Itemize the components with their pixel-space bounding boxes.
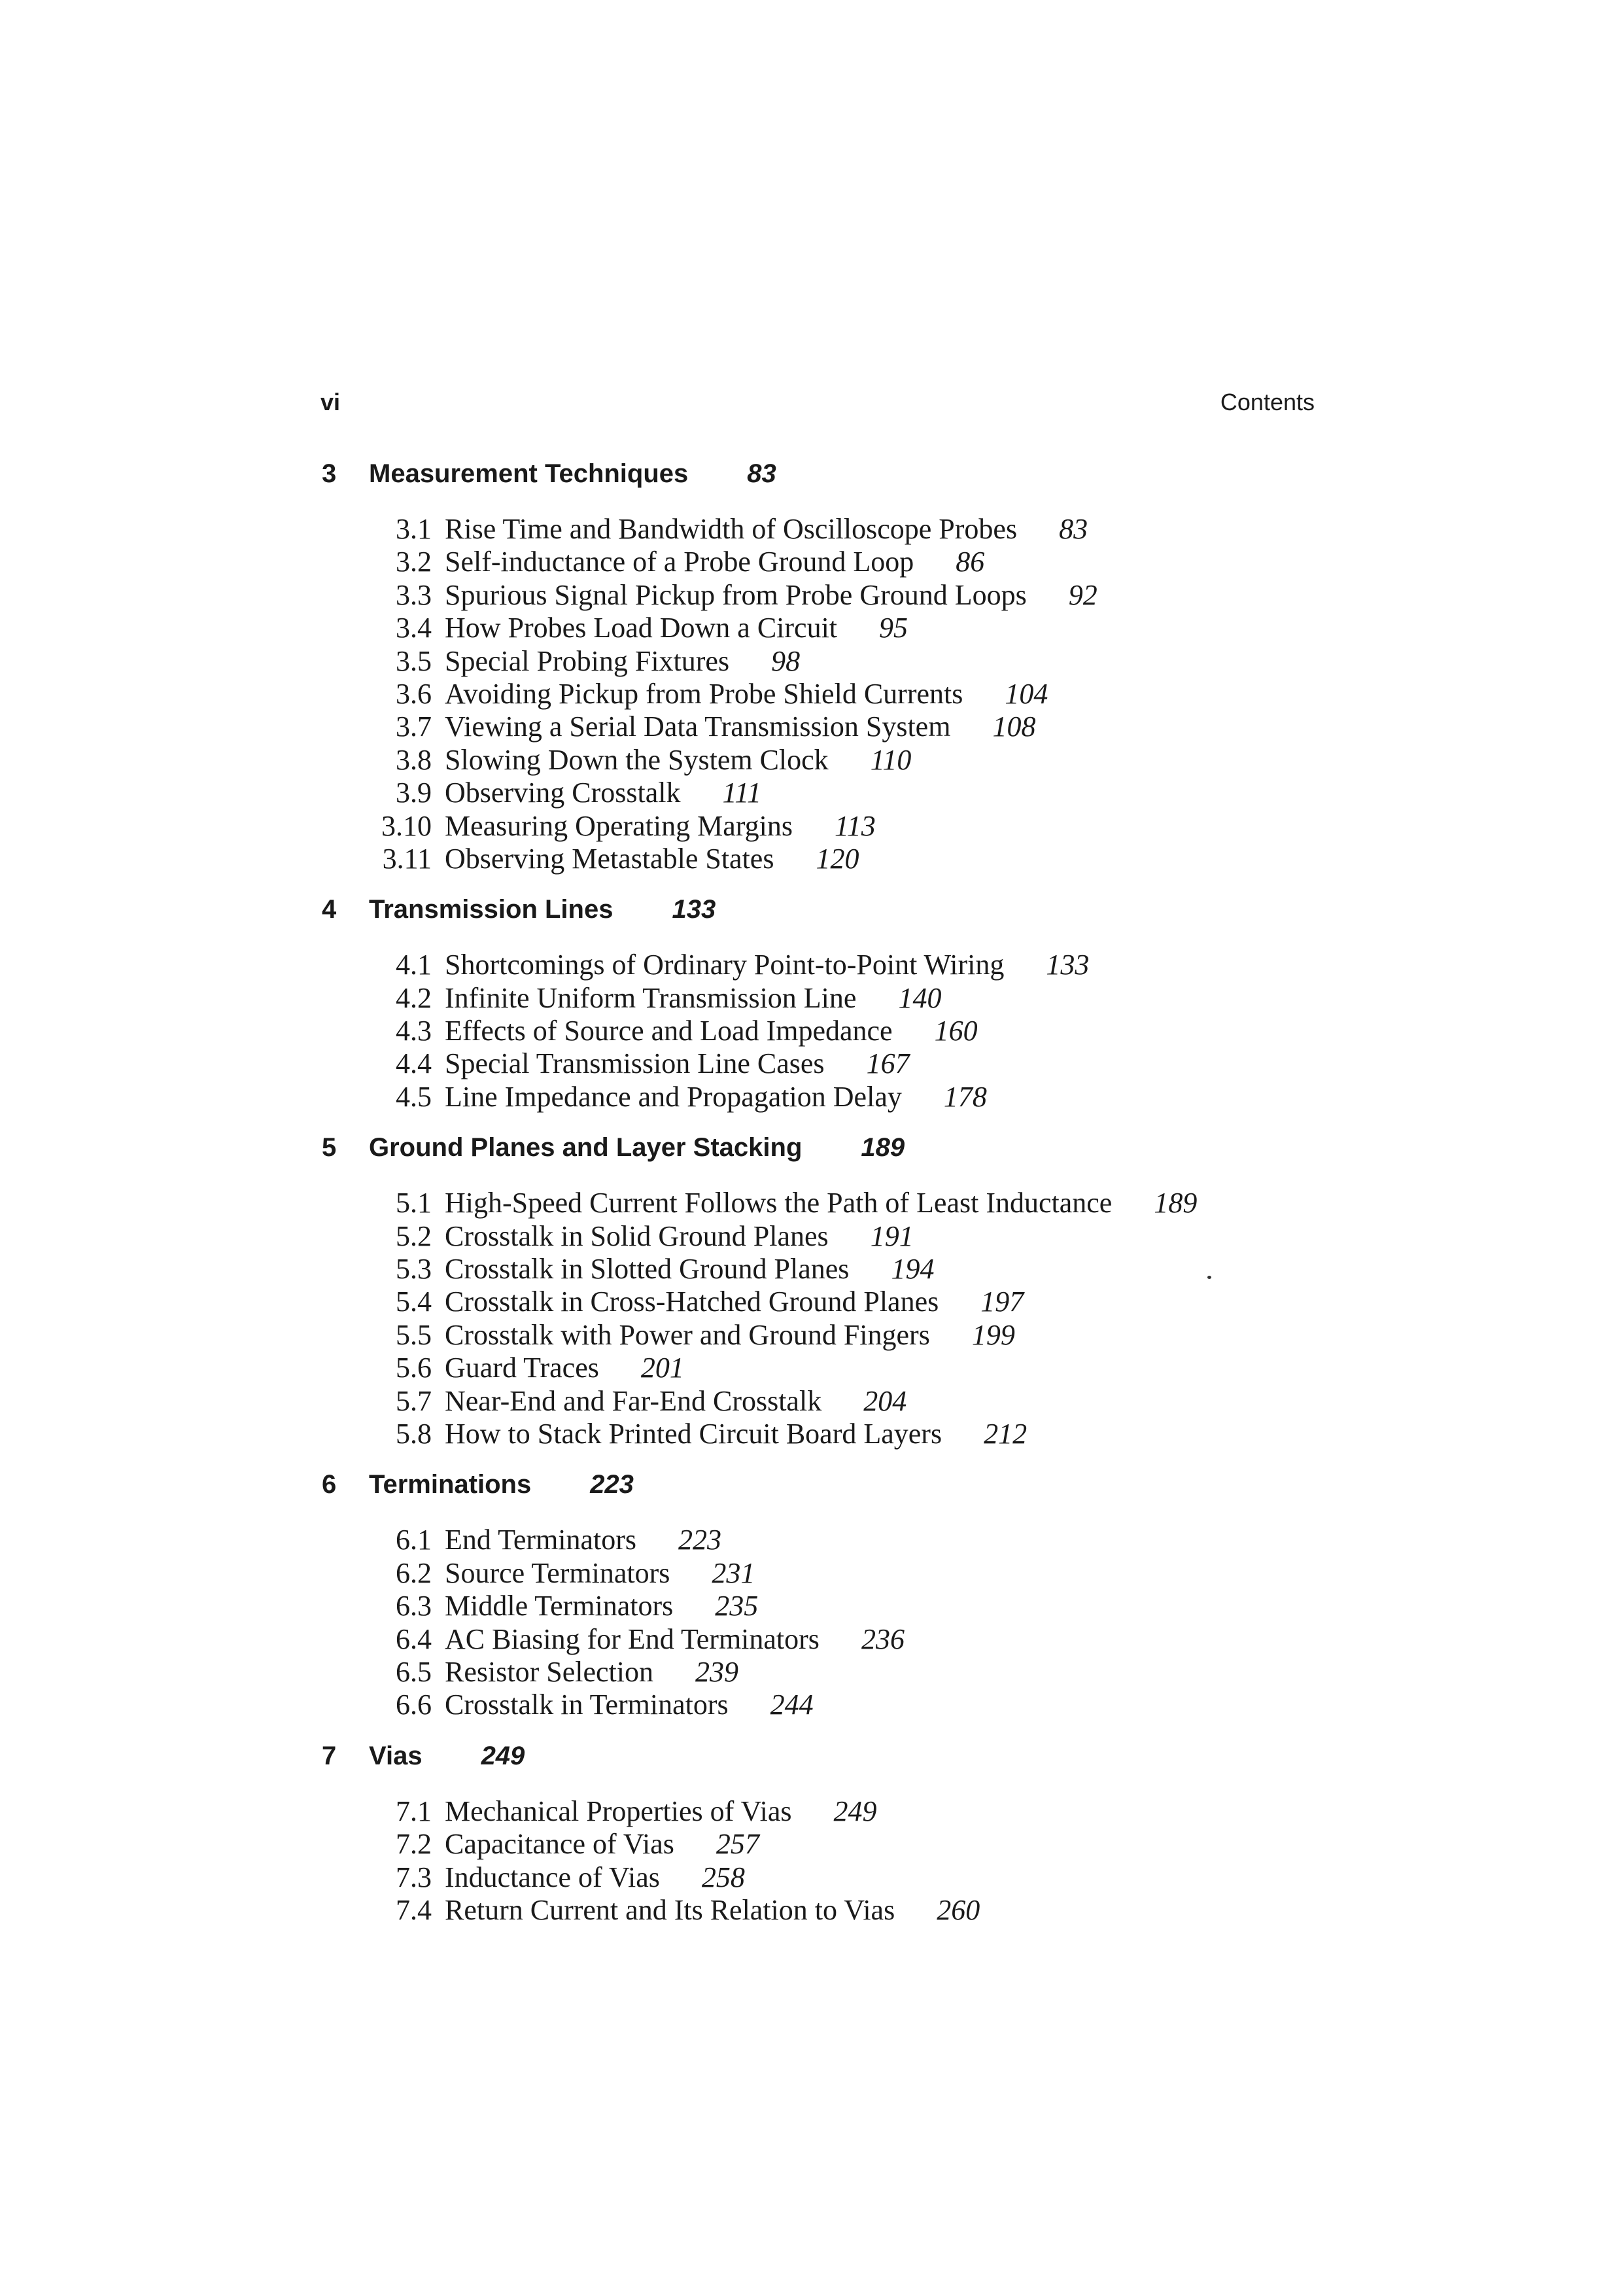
chapter-page-number: 249: [481, 1741, 525, 1770]
toc-entry: [314, 1828, 1334, 1861]
section-title: Rise Time and Bandwidth of Oscilloscope Probes: [445, 513, 1018, 545]
section-list: [314, 1524, 1334, 1721]
toc-entry: [314, 1081, 1334, 1113]
toc-entry: [314, 1656, 1334, 1689]
section-title: Inductance of Vias: [445, 1861, 660, 1893]
chapter-number: 6: [322, 1470, 337, 1499]
section-number: 3.3: [396, 578, 432, 611]
toc-entry: [314, 1894, 1334, 1927]
toc-entry: [314, 1418, 1334, 1450]
toc-entry: [314, 843, 1334, 875]
section-page-number: 191: [870, 1219, 914, 1252]
section-title: Spurious Signal Pickup from Probe Ground Loops: [445, 578, 1027, 611]
toc-chapter: [314, 895, 1334, 1113]
section-list: [314, 1795, 1334, 1927]
toc-entry: [314, 1015, 1334, 1047]
section-title: Self-inductance of a Probe Ground Loop: [445, 546, 914, 578]
section-number: 5.2: [396, 1219, 432, 1252]
toc-entry: [314, 1590, 1334, 1622]
table-of-contents: [314, 459, 1334, 1946]
section-title: Effects of Source and Load Impedance: [445, 1015, 893, 1047]
section-page-number: 108: [992, 710, 1036, 743]
toc-entry: [314, 810, 1334, 843]
chapter-title: Vias: [369, 1741, 423, 1770]
section-page-number: 160: [934, 1015, 978, 1047]
toc-entry: [314, 777, 1334, 809]
section-title: Special Transmission Line Cases: [445, 1047, 825, 1080]
toc-entry: [314, 1689, 1334, 1721]
section-title: Crosstalk in Slotted Ground Planes: [445, 1253, 850, 1286]
section-page-number: 83: [1059, 513, 1088, 545]
chapter-heading: [314, 1742, 1334, 1782]
section-title: Special Probing Fixtures: [445, 644, 730, 677]
section-page-number: 110: [870, 743, 912, 776]
section-title: Mechanical Properties of Vias: [445, 1795, 792, 1827]
section-title: Viewing a Serial Data Transmission System: [445, 710, 951, 743]
section-number: 7.1: [396, 1795, 432, 1827]
chapter-heading: [314, 1133, 1334, 1174]
section-number: 3.4: [396, 612, 432, 644]
section-page-number: 104: [1005, 677, 1048, 710]
section-page-number: 95: [879, 612, 908, 644]
section-title: Return Current and Its Relation to Vias: [445, 1893, 895, 1926]
running-head: [320, 389, 1315, 428]
section-page-number: 199: [971, 1318, 1015, 1351]
chapter-page-number: 83: [747, 459, 776, 488]
section-page-number: 194: [891, 1253, 935, 1286]
toc-entry: [314, 1319, 1334, 1352]
section-page-number: 201: [640, 1352, 684, 1384]
section-title: End Terminators: [445, 1524, 637, 1556]
section-number: 7.2: [396, 1828, 432, 1861]
section-number: 6.2: [396, 1556, 432, 1589]
toc-entry: [314, 678, 1334, 710]
section-title: Near-End and Far-End Crosstalk: [445, 1384, 822, 1417]
section-page-number: 86: [956, 546, 985, 578]
section-number: 3.10: [381, 809, 432, 842]
section-number: 5.1: [396, 1187, 432, 1219]
section-number: 3.7: [396, 710, 432, 743]
section-number: 7.3: [396, 1861, 432, 1893]
section-page-number: 189: [1154, 1187, 1198, 1219]
section-number: 3.5: [396, 644, 432, 677]
chapter-title: Ground Planes and Layer Stacking: [369, 1133, 803, 1163]
chapter-heading: [314, 459, 1334, 500]
section-number: 3.6: [396, 677, 432, 710]
toc-entry: [314, 1557, 1334, 1590]
section-number: 5.6: [396, 1352, 432, 1384]
section-number: 6.4: [396, 1622, 432, 1655]
toc-entry: [314, 579, 1334, 612]
section-number: 5.5: [396, 1318, 432, 1351]
section-number: 3.9: [396, 777, 432, 809]
section-number: 4.2: [396, 981, 432, 1014]
section-title: Resistor Selection: [445, 1655, 653, 1688]
section-page-number: 231: [712, 1556, 755, 1589]
chapter-page-number: 189: [861, 1133, 905, 1163]
chapter-heading: [314, 1470, 1334, 1511]
section-page-number: 249: [833, 1795, 877, 1827]
toc-entry: [314, 1286, 1334, 1318]
section-title: AC Biasing for End Terminators: [445, 1622, 820, 1655]
toc-chapter: [314, 1470, 1334, 1721]
section-number: 4.1: [396, 949, 432, 981]
section-number: 4.4: [396, 1047, 432, 1080]
section-page-number: 133: [1046, 949, 1090, 981]
section-title: Source Terminators: [445, 1556, 670, 1589]
chapter-number: 7: [322, 1741, 337, 1770]
section-number: 4.3: [396, 1015, 432, 1047]
section-page-number: 235: [715, 1590, 759, 1622]
chapter-heading: [314, 895, 1334, 936]
section-page-number: 257: [716, 1828, 759, 1861]
toc-entry: [314, 982, 1334, 1015]
toc-entry: [314, 1352, 1334, 1384]
toc-chapter: [314, 1133, 1334, 1450]
chapter-page-number: 133: [672, 895, 716, 924]
section-title: Crosstalk with Power and Ground Fingers: [445, 1318, 930, 1351]
chapter-number: 5: [322, 1133, 337, 1163]
toc-entry: [314, 513, 1334, 546]
stray-ink-mark: [1207, 1276, 1211, 1279]
toc-entry: [314, 1187, 1334, 1219]
section-number: 4.5: [396, 1080, 432, 1113]
section-title: Slowing Down the System Clock: [445, 743, 829, 776]
toc-entry: [314, 546, 1334, 578]
chapter-title: Terminations: [369, 1470, 532, 1499]
section-number: 6.3: [396, 1590, 432, 1622]
section-page-number: 167: [866, 1047, 910, 1080]
toc-entry: [314, 645, 1334, 678]
section-page-number: 197: [980, 1286, 1024, 1318]
section-title: Line Impedance and Propagation Delay: [445, 1080, 902, 1113]
toc-entry: [314, 710, 1334, 743]
toc-chapter: [314, 459, 1334, 875]
section-number: 5.7: [396, 1384, 432, 1417]
section-page-number: 113: [834, 809, 876, 842]
section-page-number: 244: [770, 1689, 814, 1721]
section-number: 3.1: [396, 513, 432, 545]
section-page-number: 258: [701, 1861, 745, 1893]
toc-entry: [314, 1861, 1334, 1894]
section-page-number: 111: [722, 777, 761, 809]
toc-entry: [314, 949, 1334, 981]
section-title: How Probes Load Down a Circuit: [445, 612, 838, 644]
page-folio: vi: [320, 389, 341, 415]
section-title: Measuring Operating Margins: [445, 809, 793, 842]
section-number: 3.2: [396, 546, 432, 578]
section-page-number: 178: [943, 1080, 987, 1113]
toc-entry: [314, 1047, 1334, 1080]
chapter-title: Transmission Lines: [369, 895, 613, 924]
section-page-number: 98: [771, 644, 801, 677]
section-title: Infinite Uniform Transmission Line: [445, 981, 857, 1014]
section-page-number: 212: [984, 1417, 1028, 1450]
section-page-number: 120: [816, 842, 859, 875]
chapter-number: 3: [322, 459, 337, 488]
chapter-number: 4: [322, 895, 337, 924]
section-title: How to Stack Printed Circuit Board Layers: [445, 1417, 942, 1450]
section-number: 5.8: [396, 1417, 432, 1450]
section-list: [314, 1187, 1334, 1450]
section-title: Guard Traces: [445, 1352, 599, 1384]
section-title: Avoiding Pickup from Probe Shield Currents: [445, 677, 963, 710]
section-title: Crosstalk in Cross-Hatched Ground Planes: [445, 1286, 939, 1318]
section-title: Observing Metastable States: [445, 842, 774, 875]
section-page-number: 140: [898, 981, 942, 1014]
section-title: Shortcomings of Ordinary Point-to-Point Wiring: [445, 949, 1005, 981]
section-title: High-Speed Current Follows the Path of Least Inductance: [445, 1187, 1113, 1219]
toc-entry: [314, 1385, 1334, 1418]
section-title: Observing Crosstalk: [445, 777, 681, 809]
section-number: 3.8: [396, 743, 432, 776]
chapter-page-number: 223: [590, 1470, 634, 1499]
section-title: Capacitance of Vias: [445, 1828, 674, 1861]
section-page-number: 223: [678, 1524, 722, 1556]
section-number: 5.3: [396, 1253, 432, 1286]
section-title: Crosstalk in Solid Ground Planes: [445, 1219, 829, 1252]
section-page-number: 92: [1068, 578, 1097, 611]
toc-entry: [314, 1220, 1334, 1253]
toc-entry: [314, 1253, 1334, 1286]
running-head-title: Contents: [1220, 389, 1315, 415]
section-number: 6.5: [396, 1655, 432, 1688]
toc-entry: [314, 744, 1334, 777]
toc-chapter: [314, 1742, 1334, 1927]
section-number: 6.1: [396, 1524, 432, 1556]
section-list: [314, 513, 1334, 875]
toc-entry: [314, 612, 1334, 644]
toc-entry: [314, 1524, 1334, 1556]
section-number: 5.4: [396, 1286, 432, 1318]
section-number: 7.4: [396, 1893, 432, 1926]
section-page-number: 260: [937, 1893, 980, 1926]
section-title: Crosstalk in Terminators: [445, 1689, 729, 1721]
section-title: Middle Terminators: [445, 1590, 674, 1622]
toc-entry: [314, 1795, 1334, 1828]
section-number: 6.6: [396, 1689, 432, 1721]
section-page-number: 204: [863, 1384, 907, 1417]
section-page-number: 236: [861, 1622, 905, 1655]
toc-entry: [314, 1623, 1334, 1656]
section-list: [314, 949, 1334, 1113]
section-number: 3.11: [382, 842, 432, 875]
section-page-number: 239: [695, 1655, 738, 1688]
chapter-title: Measurement Techniques: [369, 459, 689, 488]
